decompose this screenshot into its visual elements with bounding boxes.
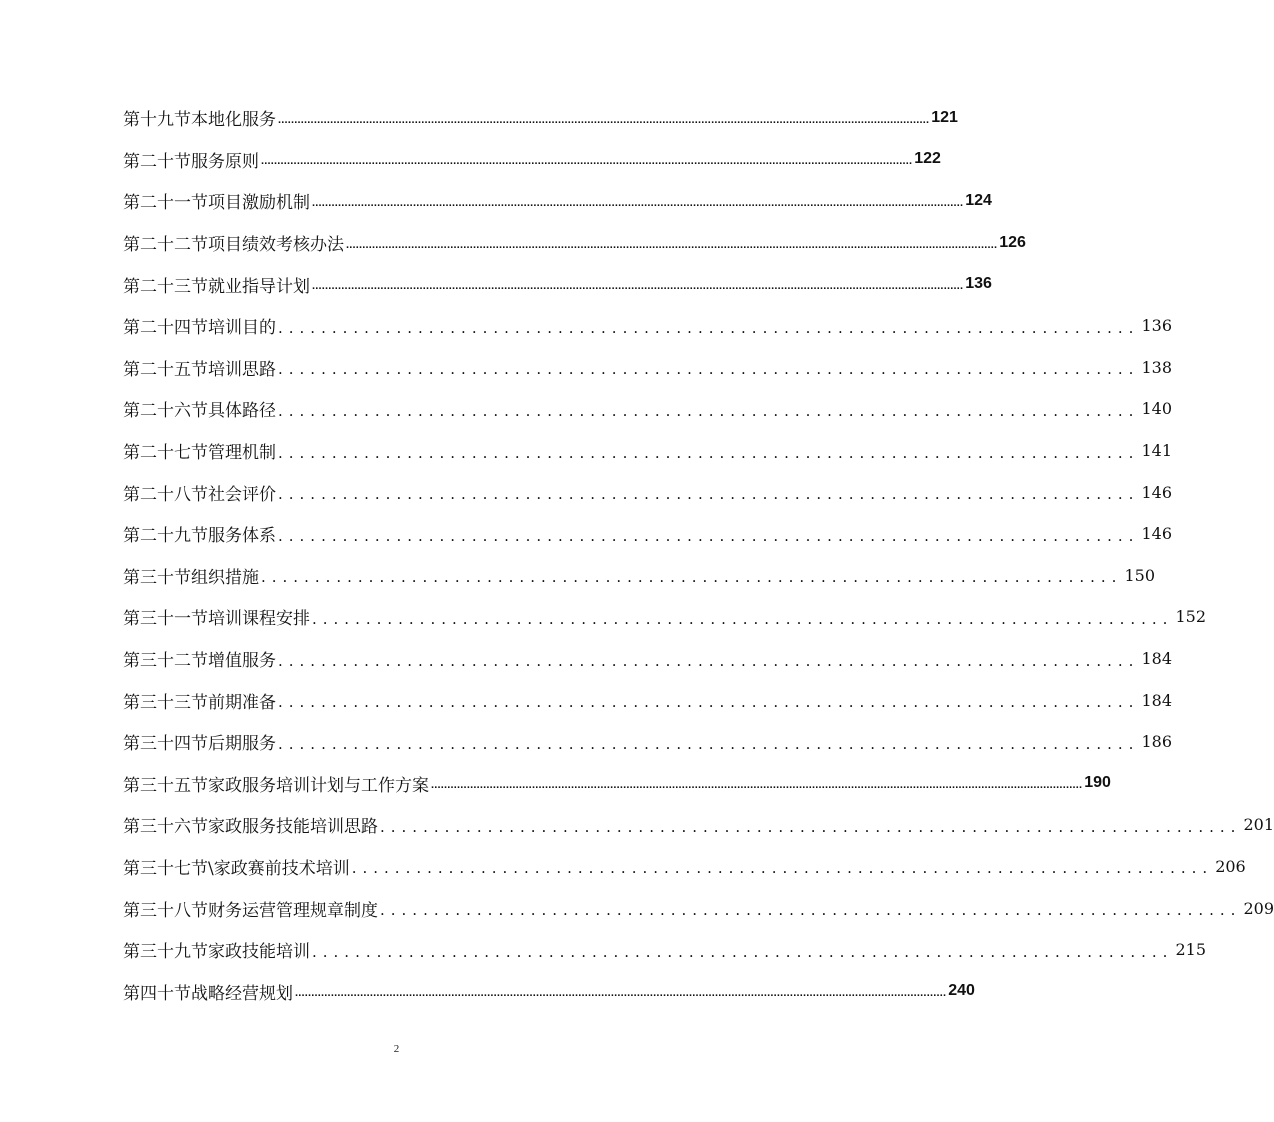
toc-page-number: 201 (1243, 815, 1274, 835)
toc-entry[interactable] (123, 555, 1155, 597)
toc-dot-leader: ................................................................................ (278, 485, 1140, 504)
toc-page-number: 190 (1084, 774, 1111, 792)
toc-page-number: 136 (965, 275, 992, 293)
toc-page-number: 152 (1175, 607, 1206, 627)
toc-entry[interactable] (123, 887, 1274, 929)
toc-entry[interactable] (123, 97, 958, 139)
toc-entry[interactable] (123, 139, 941, 181)
toc-dot-leader: ........................................................................................................................................................................................................ (295, 987, 947, 1000)
toc-page-number: 186 (1141, 732, 1172, 752)
toc-dot-leader: ................................................................................ (380, 817, 1242, 836)
toc-section-title: 后期服务 (208, 734, 276, 755)
toc-entry[interactable] (123, 929, 1206, 971)
toc-page-number: 146 (1141, 524, 1172, 544)
toc-section-number: 第三十五节 (123, 775, 208, 796)
toc-page-number: 126 (999, 233, 1026, 251)
toc-section-title: 管理机制 (208, 443, 276, 464)
toc-entry[interactable] (123, 970, 975, 1012)
toc-section-number: 第二十三节 (123, 276, 208, 297)
toc-section-number: 第三十九节 (123, 942, 208, 963)
toc-section-number: 第三十八节 (123, 900, 208, 921)
toc-section-title: 项目激励机制 (208, 193, 310, 214)
toc-dot-leader: ................................................................................ (278, 318, 1140, 337)
toc-section-title: 组织措施 (191, 567, 259, 588)
toc-dot-leader: ........................................................................................................................................................................................................ (261, 155, 913, 168)
toc-section-number: 第二十一节 (123, 193, 208, 214)
toc-section-title: 服务体系 (208, 526, 276, 547)
toc-page-number: 150 (1124, 565, 1155, 585)
toc-entry[interactable] (123, 846, 1246, 888)
toc-dot-leader: ................................................................................ (351, 859, 1214, 878)
toc-dot-leader: ........................................................................................................................................................................................................ (312, 280, 964, 293)
toc-page-number: 240 (948, 982, 975, 1000)
toc-page-number: 122 (914, 150, 941, 168)
toc-section-title: 培训思路 (208, 359, 276, 380)
toc-dot-leader: ........................................................................................................................................................................................................ (312, 196, 964, 209)
toc-page-number: 121 (931, 108, 958, 126)
toc-page-number: 215 (1175, 940, 1206, 960)
toc-section-number: 第二十六节 (123, 401, 208, 422)
toc-dot-leader: ................................................................................ (278, 734, 1140, 753)
toc-section-title: 前期准备 (208, 692, 276, 713)
toc-dot-leader: ................................................................................ (278, 360, 1140, 379)
toc-section-title: 本地化服务 (191, 110, 276, 131)
toc-section-number: 第二十九节 (123, 526, 208, 547)
toc-dot-leader: ................................................................................ (278, 526, 1140, 545)
toc-section-number: 第三十节 (123, 567, 191, 588)
toc-entry[interactable] (123, 596, 1206, 638)
toc-entry[interactable] (123, 763, 1111, 805)
toc-section-number: 第二十八节 (123, 484, 208, 505)
toc-dot-leader: ................................................................................ (261, 568, 1123, 587)
toc-page-number: 206 (1215, 856, 1246, 876)
toc-dot-leader: ................................................................................ (278, 443, 1140, 462)
toc-section-title: 家政服务培训计划与工作方案 (208, 775, 429, 796)
toc-dot-leader: ................................................................................ (278, 401, 1140, 420)
toc-page-number: 140 (1141, 399, 1172, 419)
toc-section-number: 第三十一节 (123, 609, 208, 630)
toc-dot-leader: ................................................................................ (278, 693, 1140, 712)
toc-section-title: 服务原则 (191, 151, 259, 172)
toc-entry[interactable] (123, 679, 1172, 721)
toc-section-title: 具体路径 (208, 401, 276, 422)
toc-section-number: 第三十四节 (123, 734, 208, 755)
toc-entry[interactable] (123, 222, 1026, 264)
toc-section-number: 第十九节 (123, 110, 191, 131)
toc-dot-leader: ........................................................................................................................................................................................................ (346, 238, 998, 251)
toc-entry[interactable] (123, 430, 1172, 472)
toc-section-title: 就业指导计划 (208, 276, 310, 297)
toc-section-title: 培训目的 (208, 318, 276, 339)
toc-dot-leader: ................................................................................ (312, 942, 1174, 961)
toc-entry[interactable] (123, 471, 1172, 513)
toc-entry[interactable] (123, 804, 1274, 846)
toc-section-number: 第三十六节 (123, 817, 208, 838)
toc-section-title: 战略经营规划 (191, 983, 293, 1004)
toc-entry[interactable] (123, 388, 1172, 430)
page-number: 2 (393, 1043, 400, 1055)
toc-section-number: 第三十二节 (123, 651, 208, 672)
toc-section-number: 第二十七节 (123, 443, 208, 464)
toc-section-title: \家政赛前技术培训 (208, 858, 350, 879)
toc-section-title: 培训课程安排 (208, 609, 310, 630)
toc-entry[interactable] (123, 263, 992, 305)
toc-page-number: 184 (1141, 690, 1172, 710)
toc-dot-leader: ........................................................................................................................................................................................................ (278, 113, 930, 126)
toc-entry[interactable] (123, 347, 1172, 389)
toc-section-title: 家政服务技能培训思路 (208, 817, 378, 838)
toc-section-title: 财务运营管理规章制度 (208, 900, 378, 921)
toc-entry[interactable] (123, 638, 1172, 680)
toc-dot-leader: ........................................................................................................................................................................................................ (431, 779, 1083, 792)
toc-section-title: 家政技能培训 (208, 942, 310, 963)
toc-entry[interactable] (123, 180, 992, 222)
toc-page-number: 136 (1141, 316, 1172, 336)
toc-section-number: 第四十节 (123, 983, 191, 1004)
toc-dot-leader: ................................................................................ (278, 651, 1140, 670)
toc-section-number: 第二十四节 (123, 318, 208, 339)
toc-section-number: 第二十节 (123, 151, 191, 172)
toc-entry[interactable] (123, 305, 1172, 347)
toc-page-number: 146 (1141, 482, 1172, 502)
toc-section-number: 第二十五节 (123, 359, 208, 380)
toc-section-title: 增值服务 (208, 651, 276, 672)
toc-page-number: 209 (1243, 898, 1274, 918)
toc-page-number: 138 (1141, 357, 1172, 377)
toc-entry[interactable] (123, 513, 1172, 555)
toc-section-number: 第二十二节 (123, 235, 208, 256)
toc-page-number: 124 (965, 191, 992, 209)
toc-page-number: 141 (1141, 441, 1172, 461)
toc-dot-leader: ................................................................................ (312, 609, 1174, 628)
toc-dot-leader: ................................................................................ (380, 901, 1242, 920)
toc-section-number: 第三十三节 (123, 692, 208, 713)
toc-section-number: 第三十七节 (123, 858, 208, 879)
table-of-contents (123, 97, 1274, 1012)
toc-entry[interactable] (123, 721, 1172, 763)
toc-page-number: 184 (1141, 649, 1172, 669)
toc-section-title: 项目绩效考核办法 (208, 235, 344, 256)
toc-section-title: 社会评价 (208, 484, 276, 505)
